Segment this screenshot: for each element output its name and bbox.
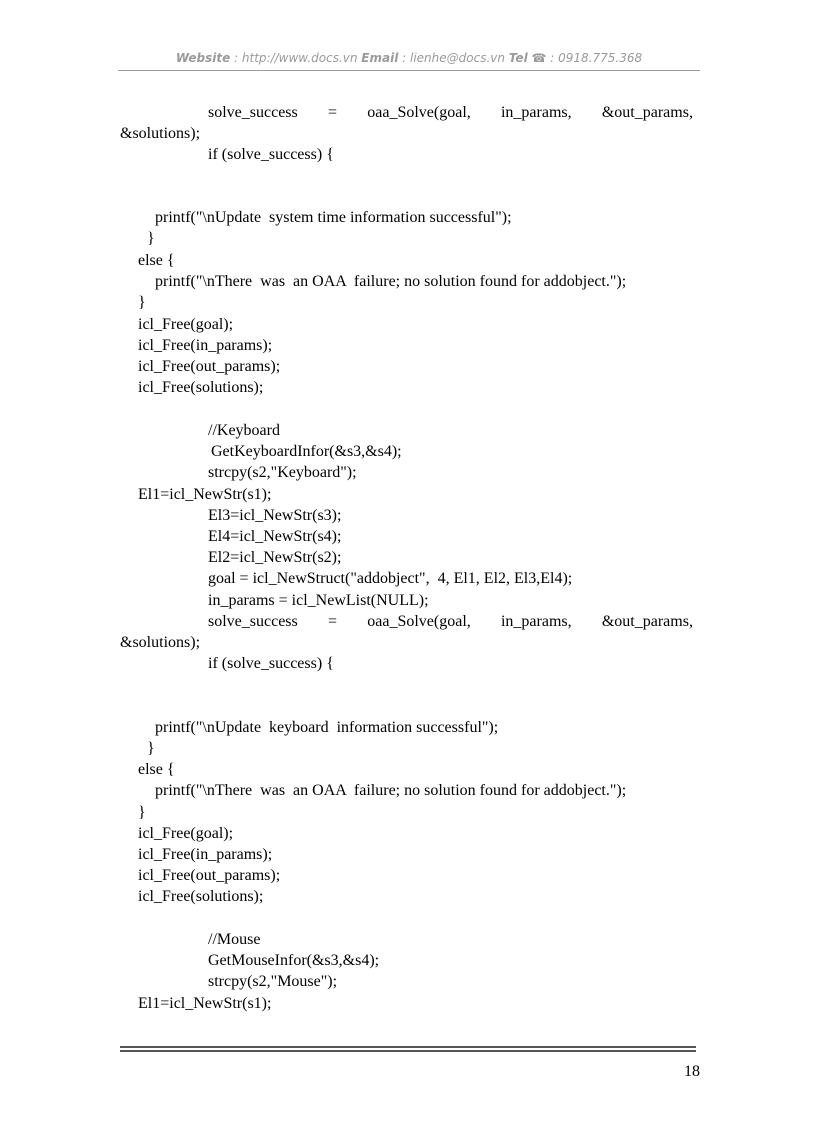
code-line-26: } (147, 740, 155, 757)
code-line-14: GetKeyboardInfor(&s3,&s4); (211, 443, 402, 460)
code-line-12: icl_Free(solutions); (138, 379, 264, 396)
code-line-23: &solutions); (120, 634, 201, 651)
code-line-28: printf("\nThere was an OAA failure; no solution found for addobject."); (155, 782, 627, 799)
code-line-22 (208, 612, 693, 632)
website-label: Website (175, 51, 231, 65)
code-token: = (327, 613, 338, 630)
code-token: in_params, (500, 104, 572, 121)
code-line-16: El1=icl_NewStr(s1); (138, 486, 272, 503)
tel-value: ☎ : 0918.775.368 (527, 51, 643, 65)
code-line-11: icl_Free(out_params); (138, 358, 281, 375)
code-line-35: GetMouseInfor(&s3,&s4); (208, 952, 380, 969)
code-line-10: icl_Free(in_params); (138, 337, 273, 354)
code-line-24: if (solve_success) { (208, 655, 334, 672)
code-line-32: icl_Free(out_params); (138, 867, 281, 884)
code-line-21: in_params = icl_NewList(NULL); (208, 592, 429, 609)
code-token: &out_params, (601, 613, 693, 630)
code-line-4: printf("\nUpdate system time information successful"); (155, 209, 512, 226)
code-line-1 (208, 103, 693, 123)
code-line-36: strcpy(s2,"Mouse"); (208, 973, 338, 990)
footer-rule-top (120, 1046, 696, 1048)
code-token: solve_success (208, 613, 298, 630)
page-header (118, 51, 700, 65)
code-line-18: El4=icl_NewStr(s4); (208, 528, 342, 545)
code-token: in_params, (500, 613, 572, 630)
code-line-5: } (147, 230, 155, 247)
code-line-13: //Keyboard (208, 422, 280, 439)
code-line-19: El2=icl_NewStr(s2); (208, 549, 342, 566)
code-line-25: printf("\nUpdate keyboard information successful"); (155, 719, 499, 736)
code-line-3: if (solve_success) { (208, 146, 334, 163)
code-line-31: icl_Free(in_params); (138, 846, 273, 863)
code-line-20: goal = icl_NewStruct("addobject", 4, El1, El2, El3,El4); (208, 570, 573, 587)
code-line-30: icl_Free(goal); (138, 825, 234, 842)
code-line-7: printf("\nThere was an OAA failure; no solution found for addobject."); (155, 273, 627, 290)
header-rule (118, 70, 700, 71)
code-line-27: else { (138, 761, 175, 778)
code-line-6: else { (138, 252, 175, 269)
page-number: 18 (684, 1063, 700, 1080)
code-line-15: strcpy(s2,"Keyboard"); (208, 464, 357, 481)
tel-label: Tel (508, 51, 528, 65)
code-line-17: El3=icl_NewStr(s3); (208, 507, 342, 524)
code-line-37: El1=icl_NewStr(s1); (138, 995, 272, 1012)
code-token: &out_params, (601, 104, 693, 121)
code-line-34: //Mouse (208, 931, 261, 948)
code-line-8: } (138, 294, 146, 311)
code-line-9: icl_Free(goal); (138, 316, 234, 333)
website-value: : http://www.docs.vn (230, 51, 362, 65)
code-line-33: icl_Free(solutions); (138, 888, 264, 905)
email-label: Email (361, 51, 399, 65)
code-token: = (327, 104, 338, 121)
code-token: oaa_Solve(goal, (367, 104, 471, 121)
code-token: solve_success (208, 104, 298, 121)
footer-rule-bottom (120, 1050, 696, 1052)
code-token: oaa_Solve(goal, (367, 613, 471, 630)
code-line-29: } (138, 804, 146, 821)
email-value: : lienhe@docs.vn (398, 51, 509, 65)
code-line-2: &solutions); (120, 125, 201, 142)
